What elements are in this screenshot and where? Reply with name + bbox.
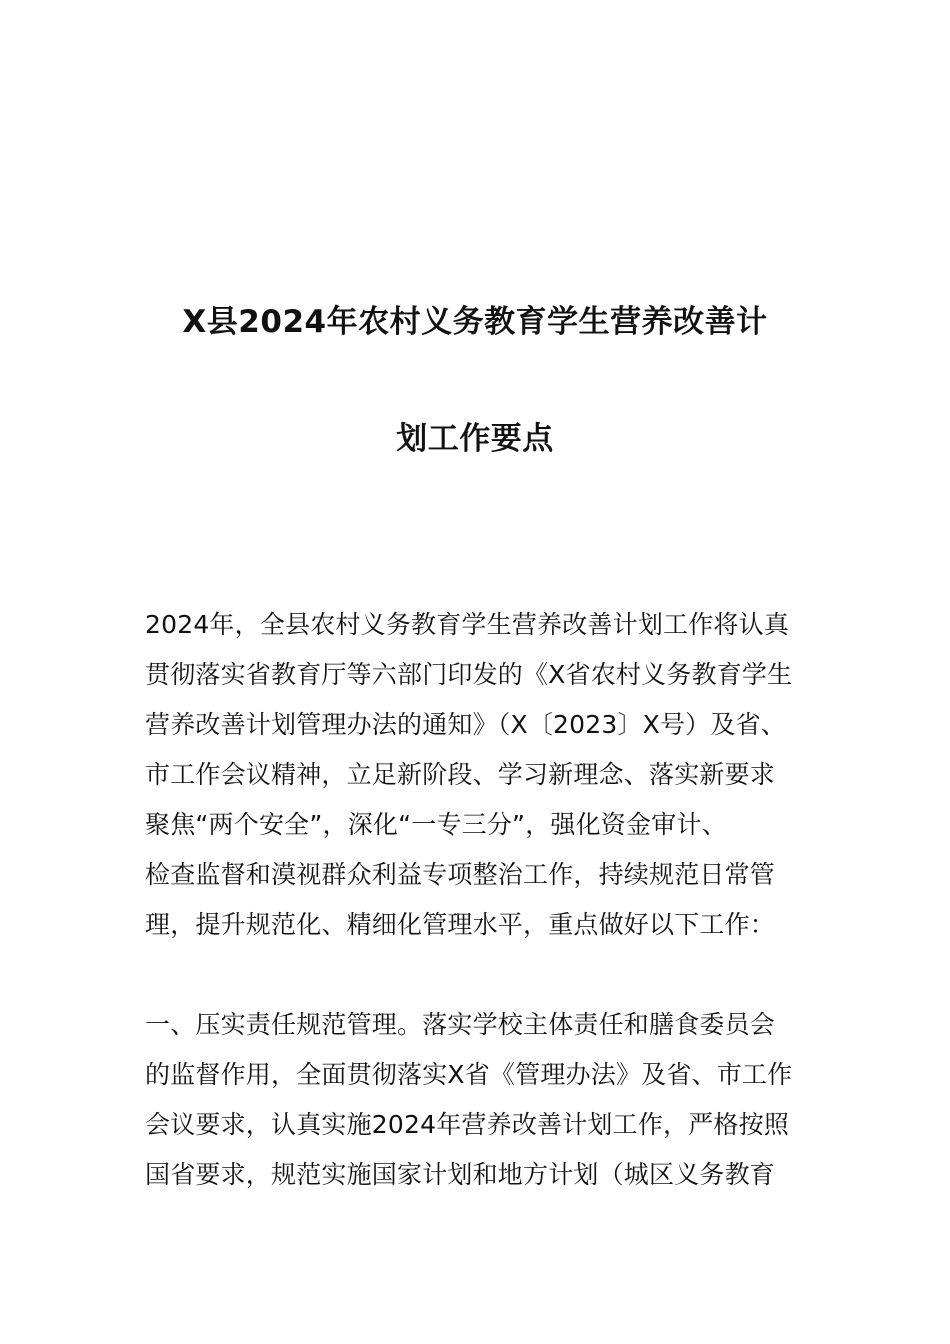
paragraph-line: 聚焦“两个安全”，深化“一专三分”，强化资金审计、 (145, 810, 727, 839)
paragraph-section-1 (145, 1000, 815, 1200)
paragraph-line: 贯彻落实省教育厅等六部门印发的《X省农村义务教育学生 (145, 660, 793, 689)
document-title-line-2: 划工作要点 (396, 421, 554, 457)
paragraph-line: 会议要求，认真实施2024年营养改善计划工作，严格按照 (145, 1110, 790, 1139)
paragraph-line: 国省要求，规范实施国家计划和地方计划（城区义务教育 (145, 1160, 776, 1189)
paragraph-line: 2024年，全县农村义务教育学生营养改善计划工作将认真 (145, 610, 790, 639)
paragraph-line: 营养改善计划管理办法的通知》（X〔2023〕X号）及省、 (145, 710, 786, 739)
document-title-line-1: X县2024年农村义务教育学生营养改善计 (182, 304, 768, 340)
paragraph-line: 市工作会议精神，立足新阶段、学习新理念、落实新要求 (145, 760, 776, 789)
paragraph-intro (145, 600, 815, 950)
paragraph-line: 的监督作用，全面贯彻落实X省《管理办法》及省、市工作 (145, 1060, 793, 1089)
paragraph-line: 一、压实责任规范管理。落实学校主体责任和膳食委员会 (145, 1010, 776, 1039)
paragraph-line: 检查监督和漠视群众利益专项整治工作，持续规范日常管 (145, 860, 776, 889)
paragraph-line: 理，提升规范化、精细化管理水平，重点做好以下工作： (145, 910, 776, 939)
